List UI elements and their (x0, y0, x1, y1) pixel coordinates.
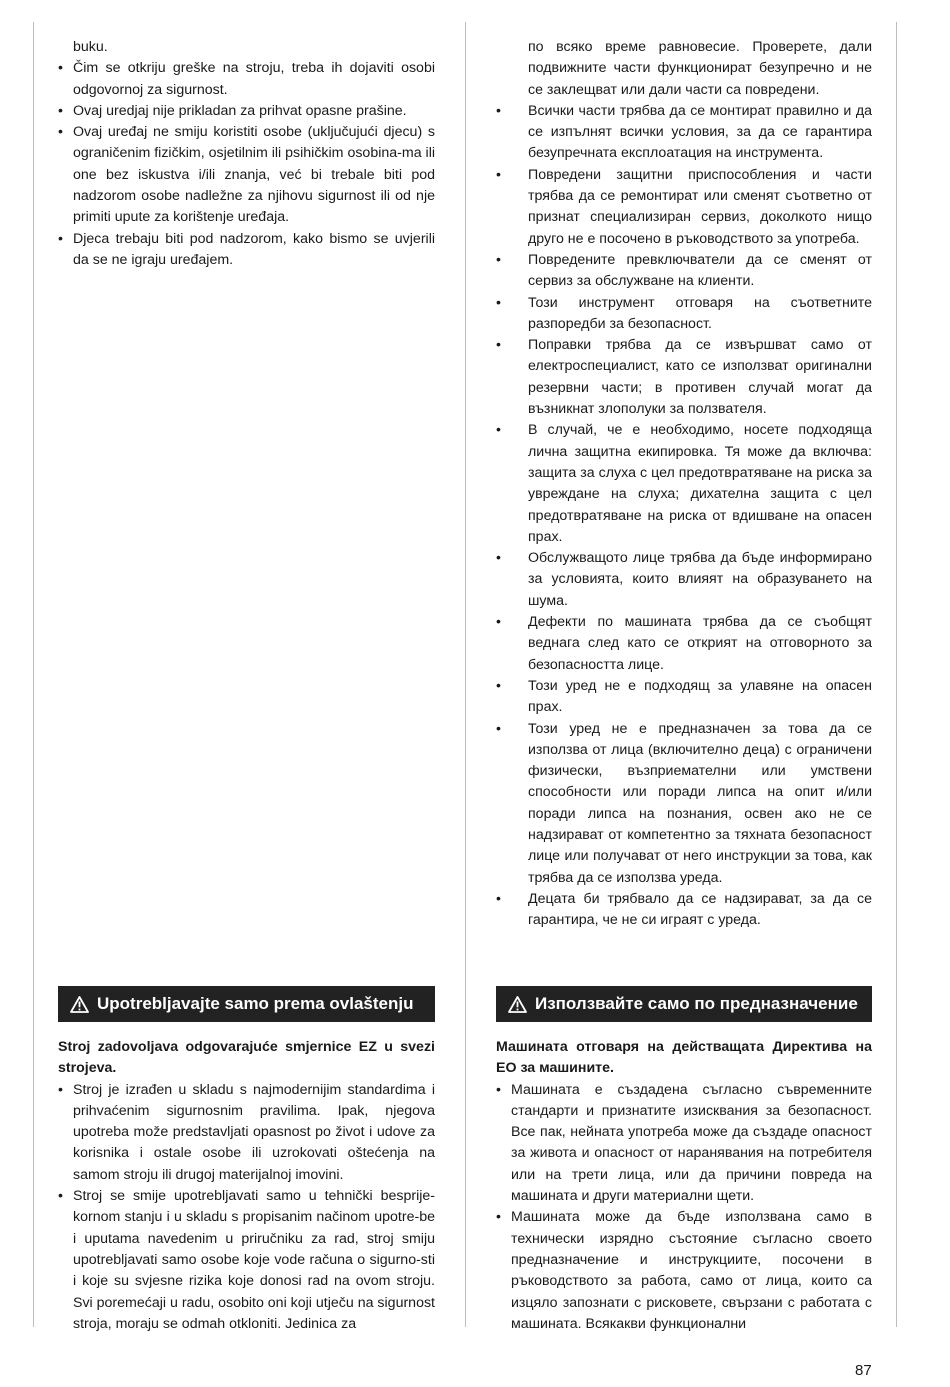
left-intro-text: Stroj zadovoljava odgovarajuće smjernice EZ u svezi strojeva. (58, 1039, 435, 1077)
left-continuation-text: buku. (73, 39, 108, 55)
page-number: 87 (855, 1362, 872, 1379)
list-item: • Машината е създадена съгласно съвременните стандарти и признатите изисквания за безопасност. Все пак, нейната употреба може да създаде опасност за живота и опасност от наранявания на потребителя или на трети лица, или да причини повреда на машината и други материални щети. (496, 1080, 872, 1208)
list-item: • Stroj se smije upotrebljavati samo u tehnički besprije-kornom stanju i u skladu s propisanim načinom upotre-be i uputama navedenim u priručniku za rad, stroj smiju upotrebljavati samo osobe koje vode računa o sigurno-sti i koje su svjesne rizika koje donosi rad na ovom stroju. Svi poremećaji u radu, osobito oni koji utječu na sigurnost stroja, moraju se odmah otkloniti. Jedinica za (58, 1186, 435, 1335)
list-item: • Ovaj uredjaj nije prikladan za prihvat opasne prašine. (58, 101, 435, 122)
left-section-header (58, 986, 435, 1022)
right-top-section (496, 37, 872, 931)
right-bottom-bullet-list (496, 1080, 872, 1336)
right-top-bullet-list (496, 101, 872, 932)
left-bottom-section (58, 1037, 435, 1335)
right-bottom-section (496, 1037, 872, 1335)
center-rule (465, 22, 466, 1327)
list-item: • Djeca trebaju biti pod nadzorom, kako bismo se uvjerili da se ne igraju uređajem. (58, 229, 435, 272)
list-item: • В случай, че е необходимо, носете подходяща лична защитна екипировка. Тя може да включва: защита за слуха с цел предотвратяване на риска за увреждане на слуха; дихателна защита с цел предотвратяване на риска от вдишване на опасен прах. (496, 420, 872, 548)
left-margin-rule (33, 22, 34, 1327)
list-item: • Децата би трябвало да се надзирават, за да се гарантира, че не си играят с уреда. (496, 889, 872, 932)
left-top-section (58, 37, 435, 271)
warning-triangle-icon (70, 996, 89, 1013)
list-item: • Ovaj uređaj ne smiju koristiti osobe (uključujući djecu) s ograničenim fizičkim, osjetilnim ili psihičkim osobina-ma ili one bez iskustva i/ili znanja, već bi trebale biti pod nadzorom osobe nadležne za njihovu sigurnost ili od nje primiti upute za korištenje uređaja. (58, 122, 435, 228)
left-top-bullet-list (58, 58, 435, 271)
list-item: • Този уред не е предназначен за това да се използва от лица (включително деца) с ограничени физически, възприемателни или умствени способности или поради липса на опит и/или поради липса на познания, освен ако не се надзирават от компетентно за тяхната безопасност лице или получават от него инструкции за това, как трябва да се използва уреда. (496, 719, 872, 889)
list-item: • Повредените превключватели да се сменят от сервиз за обслужване на клиенти. (496, 250, 872, 293)
list-item: • Този инструмент отговаря на съответните разпоредби за безопасност. (496, 293, 872, 336)
list-item: • Поправки трябва да се извършват само от електроспециалист, като се използват оригинални резервни части; в противен случай могат да възникнат злополуки за ползвателя. (496, 335, 872, 420)
right-section-header-title: Използвайте само по предназначение (535, 994, 858, 1013)
right-section-header (496, 986, 872, 1022)
right-continuation-text: по всяко време равновесие. Проверете, дали подвижните части функционират безупречно и не се заклещват или дали части са повредени. (528, 39, 872, 98)
list-item: • Stroj je izrađen u skladu s najmodernijim standardima i prihvaćenim sigurnosnim pravilima. Ipak, njegova upotreba može predstavljati opasnost po život i udove za korisnika i ostale osobe ili uzrokovati oštećenja na samom stroju ili drugoj materijalnoj imovini. (58, 1080, 435, 1186)
list-item: • Всички части трябва да се монтират правилно и да се изпълнят всички условия, за да се гарантира безупречната експлоатация на инструмента. (496, 101, 872, 165)
left-section-header-title: Upotrebljavajte samo prema ovlaštenju (97, 994, 414, 1013)
left-bottom-bullet-list (58, 1080, 435, 1336)
warning-triangle-icon (508, 996, 527, 1013)
list-item: • Čim se otkriju greške na stroju, treba ih dojaviti osobi odgovornoj za sigurnost. (58, 58, 435, 101)
right-margin-rule (896, 22, 897, 1327)
list-item: • Дефекти по машината трябва да се съобщят веднага след като се открият на отговорното за безопасността лице. (496, 612, 872, 676)
list-item: • Обслужващото лице трябва да бъде информирано за условията, които влияят на образуването на шума. (496, 548, 872, 612)
right-intro-text: Машината отговаря на действащата Директива на ЕО за машините. (496, 1039, 872, 1077)
list-item: • Този уред не е подходящ за улавяне на опасен прах. (496, 676, 872, 719)
list-item: • Повредени защитни приспособления и части трябва да се ремонтират или сменят съответно от признат специализиран сервиз, доколкото нищо друго не е посочено в ръководството за употреба. (496, 165, 872, 250)
list-item: • Машината може да бъде използвана само в технически изрядно състояние съгласно своето предназначение и инструкциите, посочени в ръководството за работа, само от лица, които са изцяло запознати с рисковете, свързани с работата с машината. Всякакви функционални (496, 1207, 872, 1335)
